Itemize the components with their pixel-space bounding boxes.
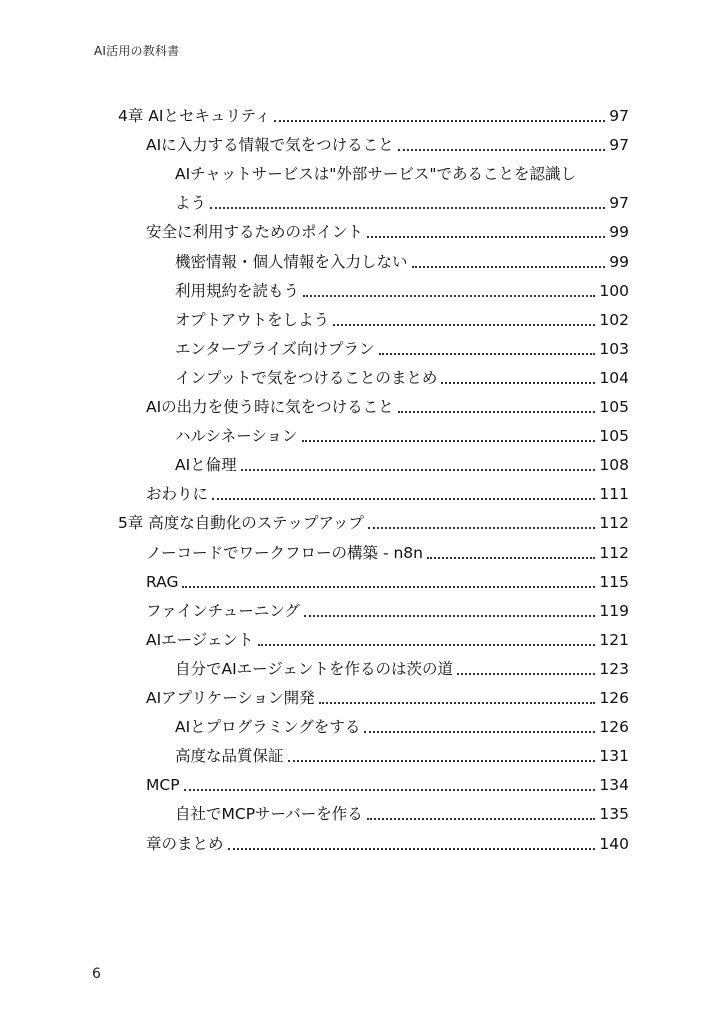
toc-entry-title: AIエージェント — [146, 630, 254, 649]
toc-entry-title: 自分でAIエージェントを作るのは茨の道 — [175, 659, 454, 678]
dot-leader — [368, 527, 596, 529]
toc-entry[interactable] — [175, 424, 629, 448]
toc-entry-title: 5章 高度な自動化のステップアップ — [118, 514, 364, 533]
toc-entry-page: 100 — [599, 281, 629, 300]
toc-entry-page: 112 — [599, 543, 629, 562]
toc-entry-title: AIに入力する情報で気をつけること — [146, 136, 394, 155]
dot-leader — [398, 411, 596, 413]
dot-leader — [333, 324, 595, 326]
toc-entry-title: よう — [175, 194, 207, 213]
dot-leader — [288, 760, 596, 762]
toc-entry-page: 134 — [599, 776, 629, 795]
toc-entry-page: 105 — [599, 427, 629, 446]
toc-entry-title: RAG — [146, 572, 179, 591]
toc-entry-page: 104 — [599, 368, 629, 387]
toc-entry-page: 97 — [609, 136, 629, 155]
toc-entry[interactable] — [146, 541, 629, 565]
dot-leader — [184, 789, 596, 791]
dot-leader — [457, 673, 595, 675]
dot-leader — [427, 557, 595, 559]
toc-entry-page: 131 — [599, 747, 629, 766]
dot-leader — [367, 818, 596, 820]
dot-leader — [367, 236, 605, 238]
toc-entry-page: 135 — [599, 805, 629, 824]
toc-entry-title: AIと倫理 — [175, 456, 237, 475]
toc-entry-page: 102 — [599, 310, 629, 329]
running-header: AI活用の教科書 — [94, 44, 180, 58]
toc-entry-page: 119 — [599, 601, 629, 620]
dot-leader — [304, 615, 595, 617]
toc-entry-title: オプトアウトをしよう — [175, 310, 330, 329]
toc-entry-page: 108 — [599, 456, 629, 475]
toc-entry[interactable] — [146, 832, 629, 856]
toc-entry-title: AIの出力を使う時に気をつけること — [146, 398, 394, 416]
toc-entry-title: 機密情報・個人情報を入力しない — [175, 252, 408, 271]
dot-leader — [274, 120, 605, 122]
toc-entry-page: 97 — [609, 107, 629, 125]
toc-entry[interactable] — [175, 802, 629, 826]
dot-leader — [182, 586, 595, 588]
toc-entry-title: ハルシネーション — [175, 427, 298, 446]
toc-entry-title: ノーコードでワークフローの構築 - n8n — [146, 543, 423, 562]
toc-entry-page: 121 — [599, 630, 629, 649]
dot-leader — [212, 498, 595, 500]
toc-entry[interactable] — [175, 308, 629, 332]
toc-entry-title: AIとプログラミングをする — [175, 718, 361, 737]
toc-entry-title: ファインチューニング — [146, 601, 300, 620]
toc-entry-page: 111 — [599, 485, 629, 504]
toc-entry-title: 安全に利用するためのポイント — [146, 223, 364, 242]
toc-entry-page: 99 — [609, 252, 629, 271]
toc-entry-page: 112 — [599, 514, 629, 533]
dot-leader — [258, 644, 596, 646]
toc-entry[interactable] — [146, 773, 629, 797]
page-number: 6 — [92, 966, 101, 982]
toc-entry[interactable] — [175, 657, 629, 681]
toc-entry[interactable] — [146, 482, 629, 506]
toc-entry-page: 103 — [599, 339, 629, 358]
toc-entry-page: 99 — [609, 223, 629, 242]
toc-entry[interactable] — [118, 511, 629, 535]
toc-entry-title: エンタープライズ向けプラン — [175, 339, 375, 358]
toc-entry[interactable] — [146, 686, 629, 710]
toc-entry[interactable] — [146, 395, 629, 419]
dot-leader — [228, 848, 596, 850]
dot-leader — [303, 295, 595, 297]
toc-entry-title: おわりに — [146, 485, 209, 504]
toc-entry[interactable] — [175, 337, 629, 361]
toc-entry-title: 章のまとめ — [146, 834, 224, 853]
toc-entry[interactable] — [175, 279, 629, 303]
dot-leader — [398, 149, 606, 151]
toc-entry-page: 115 — [599, 572, 629, 591]
toc-entry-title: インプットで気をつけることのまとめ — [175, 368, 438, 387]
toc-entry-title: 4章 AIとセキュリティ — [118, 107, 271, 125]
dot-leader — [364, 731, 595, 733]
toc-entry-page: 126 — [599, 689, 629, 707]
toc-entry[interactable] — [146, 133, 629, 157]
toc-entry-page: 123 — [599, 659, 629, 678]
toc-entry[interactable] — [175, 250, 629, 274]
dot-leader — [241, 469, 596, 471]
toc-entry-page: 126 — [599, 718, 629, 737]
toc-entry-title: AIアプリケーション開発 — [146, 689, 315, 707]
toc-entry-title: AIチャットサービスは"外部サービス"であることを認識し — [175, 165, 576, 184]
toc-entry-title: 高度な品質保証 — [175, 747, 284, 766]
toc-entry-page: 140 — [599, 834, 629, 853]
toc-entry-title: 利用規約を読もう — [175, 281, 300, 300]
dot-leader — [302, 440, 596, 442]
dot-leader — [379, 353, 596, 355]
toc-entry[interactable] — [146, 570, 629, 594]
toc-entry-page: 105 — [599, 398, 629, 416]
toc-entry[interactable] — [118, 104, 629, 128]
toc-entry[interactable] — [175, 366, 629, 390]
dot-leader — [412, 266, 606, 268]
dot-leader — [210, 207, 605, 209]
toc-entry-title: MCP — [146, 776, 180, 795]
toc-entry[interactable] — [175, 191, 629, 215]
toc-entry[interactable] — [146, 628, 629, 652]
toc-entry[interactable] — [175, 744, 629, 768]
toc-entry[interactable] — [175, 162, 629, 186]
toc-entry-page: 97 — [609, 194, 629, 213]
toc-entry[interactable] — [146, 599, 629, 623]
toc-entry[interactable] — [175, 715, 629, 739]
dot-leader — [319, 702, 596, 704]
toc-entry[interactable] — [175, 453, 629, 477]
dot-leader — [441, 382, 595, 384]
toc-entry[interactable] — [146, 220, 629, 244]
toc-entry-title: 自社でMCPサーバーを作る — [175, 805, 363, 824]
